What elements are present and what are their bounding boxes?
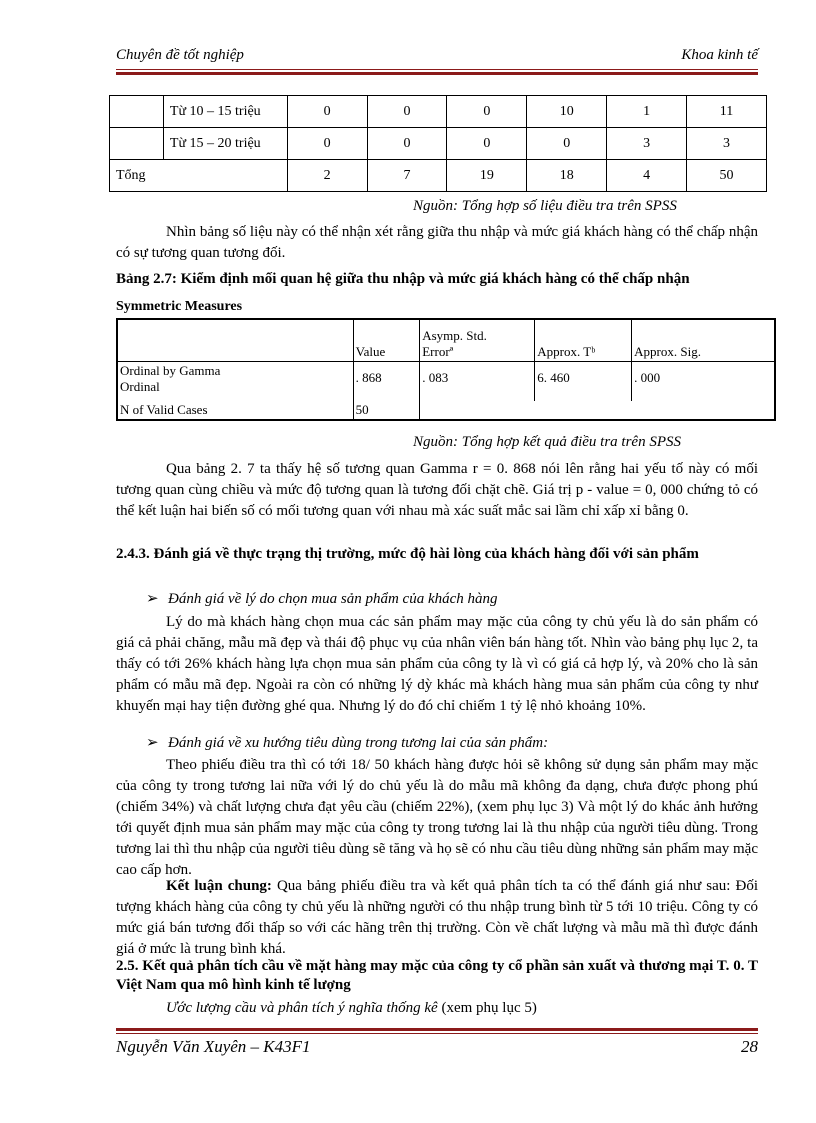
table-cell	[632, 401, 775, 420]
table-row	[110, 96, 767, 128]
bullet-2: ➢ Đánh giá về xu hướng tiêu dùng trong tương lai của sản phẩm:	[146, 735, 549, 751]
table-row	[117, 361, 775, 401]
arrow-bullet-icon: ➢	[146, 735, 159, 751]
table-cell: 0	[287, 128, 367, 160]
paragraph-2: Qua bảng 2. 7 ta thấy hệ số tương quan Gamma r = 0. 868 nói lên rằng hai yếu tố này có mối tương quan cùng chiều và mức độ tương quan là tương đối chặt chẽ. Giá trị p - value = 0, 000 chứng tỏ có thể kết luận hai biến số có mối tương quan với nhau mà xác suất mắc sai lầm chỉ xấp xỉ bằng 0.	[116, 461, 758, 519]
table-cell	[110, 96, 164, 128]
table2-title: Bảng 2.7: Kiểm định mối quan hệ giữa thu nhập và mức giá khách hàng có thể chấp nhận	[116, 271, 690, 287]
table-cell	[110, 128, 164, 160]
table-cell: 0	[367, 128, 447, 160]
page-footer	[116, 1037, 758, 1057]
table-cell	[420, 401, 535, 420]
page-header	[116, 47, 758, 64]
bullet-1: ➢ Đánh giá về lý do chọn mua sản phẩm của khách hàng	[146, 591, 498, 607]
table-cell: 3	[687, 128, 767, 160]
table-cell: 50	[687, 160, 767, 192]
table-cell: 0	[447, 96, 527, 128]
table-header-value: Value	[353, 319, 420, 361]
header-rule-thin	[116, 69, 758, 70]
table2-caption: Symmetric Measures	[116, 299, 243, 314]
table-cell	[117, 319, 353, 361]
paragraph-1: Nhìn bảng số liệu này có thể nhận xét rằng giữa thu nhập và mức giá khách hàng có thể chấp nhận có sự tương quan tương đối.	[116, 224, 758, 261]
table-cell: 4	[607, 160, 687, 192]
table-cell: 18	[527, 160, 607, 192]
table-cell: 50	[353, 401, 420, 420]
heading-2-5: 2.5. Kết quả phân tích cầu về mặt hàng may mặc của công ty cổ phần sản xuất và thương mại T. 0. T Việt Nam qua mô hình kinh tế lượng	[116, 958, 758, 993]
table-cell: 0	[447, 128, 527, 160]
table-cell: Ordinal by Gamma Ordinal	[117, 361, 353, 401]
header-left: Chuyên đề tốt nghiệp	[116, 47, 244, 63]
arrow-bullet-icon: ➢	[146, 591, 159, 607]
table-cell: 1	[607, 96, 687, 128]
table-cell	[535, 401, 632, 420]
table-cell: . 868	[353, 361, 420, 401]
table-cell: 0	[527, 128, 607, 160]
table-cell: Từ 15 – 20 triệu	[163, 128, 287, 160]
table-row	[110, 128, 767, 160]
table-row-total	[110, 160, 767, 192]
conclusion-label: Kết luận chung:	[166, 878, 272, 894]
paragraph-4: Theo phiếu điều tra thì có tới 18/ 50 khách hàng được hỏi sẽ không sử dụng sản phẩm may mặc của công ty trong tương lai nữa với lý do chủ yếu là do mẫu mã không đa dạng, chưa được phong phú (chiếm 34%) và chất lượng chưa đạt yêu cầu (chiếm 22%), (xem phụ lục 3) Và một lý do khác ảnh hưởng tới quyết định mua sản phẩm may mặc của công ty trong tương lai là thu nhập của người tiêu dùng. Trong tương lai thì thu nhập của người tiêu dùng sẽ tăng và họ sẽ có nhu cầu tiêu dùng những sản phẩm may mặc cao cấp hơn.	[116, 757, 758, 878]
table-header-approx-t: Approx. Tᵇ	[535, 319, 632, 361]
table-cell: Tổng	[110, 160, 288, 192]
header-rule-thick	[116, 72, 758, 75]
table1-source: Nguồn: Tổng hợp số liệu điều tra trên SPSS	[413, 198, 677, 214]
table-cell: 11	[687, 96, 767, 128]
table-header-asymp: Asymp. Std. Errorª	[420, 319, 535, 361]
table-header-row	[117, 319, 775, 361]
table-cell: 0	[367, 96, 447, 128]
table-cell: . 083	[420, 361, 535, 401]
table-cell: 19	[447, 160, 527, 192]
table-cell: N of Valid Cases	[117, 401, 353, 420]
table2-source: Nguồn: Tổng hợp kết quả điều tra trên SPSS	[413, 434, 681, 450]
paragraph-5: Ước lượng cầu và phân tích ý nghĩa thống kê (xem phụ lục 5)	[166, 1000, 537, 1016]
header-right: Khoa kinh tế	[681, 47, 758, 63]
symmetric-measures-table	[116, 318, 776, 421]
table-row	[117, 401, 775, 420]
footer-rule-thick	[116, 1028, 758, 1031]
table-cell: 2	[287, 160, 367, 192]
table-header-approx-sig: Approx. Sig.	[632, 319, 775, 361]
page-number: 28	[741, 1037, 758, 1056]
table-cell: 7	[367, 160, 447, 192]
heading-2-4-3: 2.4.3. Đánh giá về thực trạng thị trường, mức độ hài lòng của khách hàng đối với sản phẩm	[116, 546, 699, 562]
footer-rule-thin	[116, 1033, 758, 1034]
conclusion-paragraph	[116, 876, 758, 960]
paragraph-3: Lý do mà khách hàng chọn mua các sản phẩm may mặc của công ty chủ yếu là do sản phẩm có giá cả phải chăng, mẫu mã đẹp và thái độ phục vụ của nhân viên bán hàng tốt. Nhìn vào bảng phụ lục 2, ta thấy có tới 26% khách hàng lựa chọn mua sản phẩm của công ty là vì có giá cả hợp lý, và 20% cho là sản phẩm có mẫu mã đẹp. Ngoài ra còn có những lý dỳ khác mà khách hàng mua sản phẩm của công ty như khuyến mại hay tiện đường ghé qua. Nhưng lý do đó chỉ chiếm 1 tỷ lệ nhỏ khoảng 10%.	[116, 614, 758, 714]
footer-author: Nguyễn Văn Xuyên – K43F1	[116, 1037, 311, 1056]
table-cell: . 000	[632, 361, 775, 401]
table-cell: 0	[287, 96, 367, 128]
table-cell: 10	[527, 96, 607, 128]
conclusion-text: Qua bảng phiếu điều tra và kết quả phân tích ta có thể đánh giá như sau: Đối tượng khách hàng của công ty chủ yếu là những người có thu nhập trung bình từ 5 tới 10 triệu. Công ty có mức giá bán tương đối thấp so với các hãng trên thị trường. Còn về chất lượng và mẫu mã thì được đánh giá ở mức là trung bình khá.	[116, 878, 758, 957]
income-price-table	[109, 95, 767, 192]
table-cell: Từ 10 – 15 triệu	[163, 96, 287, 128]
table-cell: 6. 460	[535, 361, 632, 401]
table-cell: 3	[607, 128, 687, 160]
